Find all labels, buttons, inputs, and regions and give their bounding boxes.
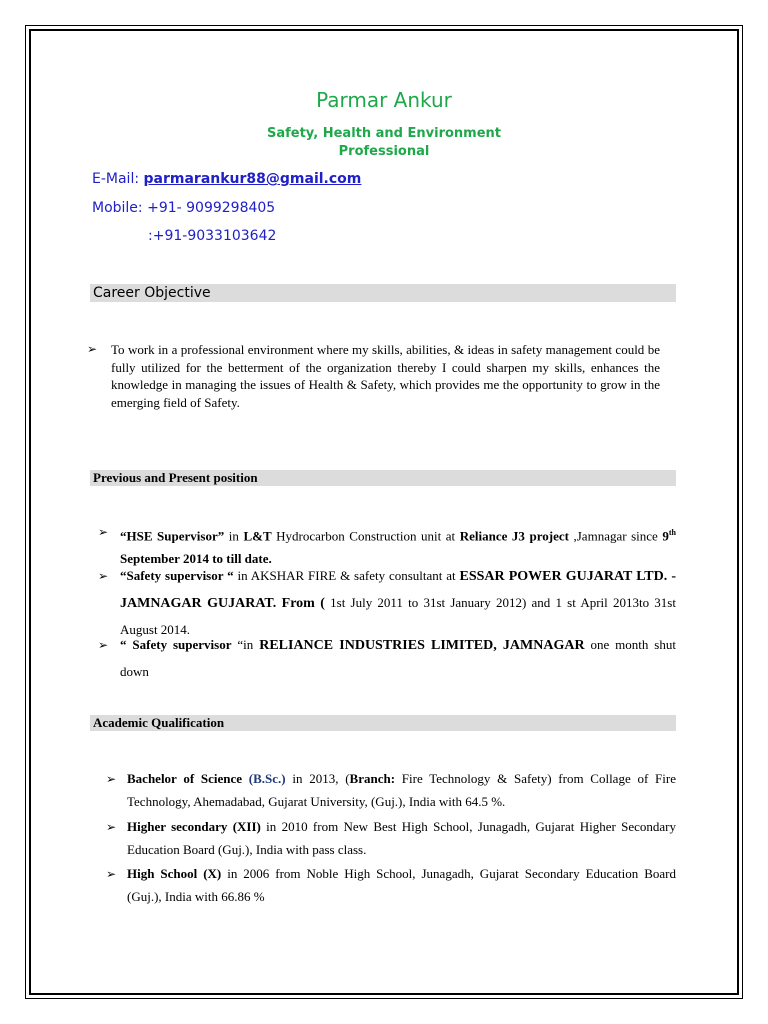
- position-role: “ Safety supervisor: [120, 637, 232, 652]
- position-role: “HSE Supervisor”: [120, 528, 225, 544]
- email-line: [92, 171, 361, 187]
- bullet-icon: ➢: [98, 638, 109, 652]
- text: Hydrocarbon Construction unit at: [271, 528, 460, 544]
- academic-heading: Academic Qualification: [93, 715, 225, 730]
- company: RELIANCE INDUSTRIES LIMITED, JAMNAGAR: [259, 638, 585, 653]
- mobile-label: Mobile:: [92, 200, 143, 216]
- degree: High School (X): [127, 866, 222, 881]
- company: ESSAR POWER GUJARAT LTD. - JAMNAGAR GUJARAT. From (: [120, 569, 676, 611]
- position-item-3: [120, 632, 676, 685]
- bullet-icon: ➢: [98, 525, 109, 539]
- position-item-2: [120, 563, 676, 643]
- text: in 2006 from Noble High School, Junagadh, Gujarat Secondary Education Board (Guj.), India with 66.86 %: [127, 866, 677, 904]
- degree-abbr: (B.Sc.): [242, 771, 286, 786]
- mobile-number-1: +91- 9099298405: [147, 200, 276, 216]
- career-objective-bar: [90, 284, 676, 302]
- position-role: “Safety supervisor “: [120, 568, 234, 583]
- text: one month shut down: [120, 637, 676, 679]
- bullet-icon: ➢: [106, 772, 117, 786]
- academic-bar: [90, 715, 676, 731]
- positions-heading: Previous and Present position: [93, 470, 258, 485]
- text: “in: [231, 637, 260, 652]
- text: ,Jamnagar since: [568, 528, 663, 544]
- bullet-icon: ➢: [106, 820, 117, 834]
- bullet-icon: ➢: [87, 342, 98, 356]
- text: in: [224, 528, 244, 544]
- academic-item-1: [127, 767, 676, 813]
- email-label: E-Mail:: [92, 171, 140, 187]
- job-title-line2: Professional: [338, 144, 430, 159]
- date-day: 9: [662, 528, 669, 544]
- candidate-name: Parmar Ankur: [316, 88, 452, 112]
- job-title-line1: Safety, Health and Environment: [266, 126, 502, 141]
- career-objective-text: To work in a professional environment where my skills, abilities, & ideas in safety management could be fully utilized for the betterment of the organization thereby I could sharpen my skills, enhances the knowledge in managing the issues of Health & Safety, which provides me the opportunity to grow in the emerging field of Safety.: [111, 342, 660, 410]
- mobile-line: [92, 200, 275, 216]
- academic-item-2: [127, 815, 676, 861]
- branch-label: Branch:: [349, 771, 396, 786]
- mobile-number-2: :+91-9033103642: [148, 228, 277, 244]
- project: Reliance J3 project: [459, 528, 569, 544]
- date-rest: September 2014 to till date.: [120, 551, 272, 567]
- company: L&T: [243, 528, 272, 544]
- email-link[interactable]: parmarankur88@gmail.com: [143, 171, 362, 187]
- text: in AKSHAR FIRE & safety consultant at: [233, 568, 460, 583]
- degree: Higher secondary (XII): [127, 819, 261, 834]
- bullet-icon: ➢: [98, 569, 109, 583]
- text: Fire Technology & Safety) from Collage of Fire Technology, Ahemadabad, Gujarat University, (Guj.), India with 64.5 %.: [127, 771, 676, 809]
- academic-item-3: [127, 862, 676, 908]
- date-suffix: th: [668, 528, 676, 537]
- text: 1st July 2011 to 31st January 2012) and 1 st April 2013to 31st August 2014.: [120, 595, 676, 637]
- text: in 2010 from New Best High School, Junagadh, Gujarat Higher Secondary Education Board (Guj.), India with pass class.: [127, 819, 676, 857]
- positions-bar: [90, 470, 676, 486]
- bullet-icon: ➢: [106, 867, 117, 881]
- career-objective-heading: Career Objective: [93, 285, 211, 301]
- degree: Bachelor of Science: [127, 771, 243, 786]
- text: in 2013, (: [285, 771, 350, 786]
